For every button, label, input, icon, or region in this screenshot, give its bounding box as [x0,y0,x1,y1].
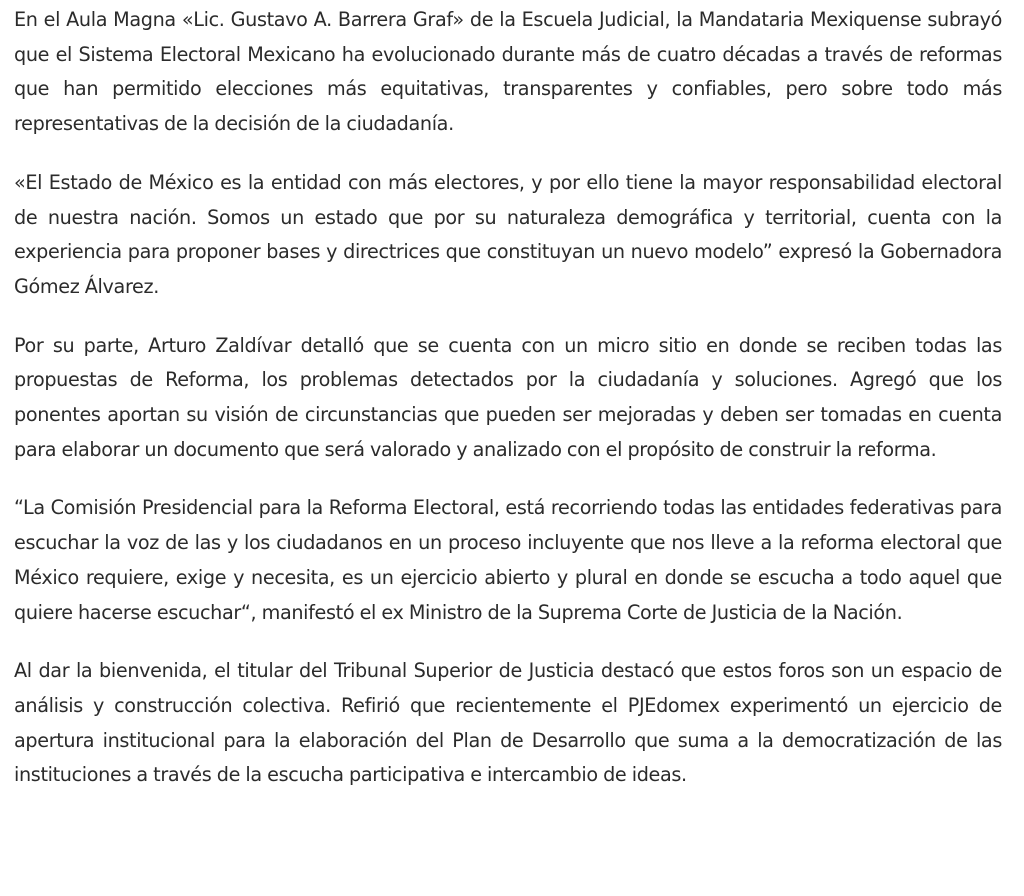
article-paragraph-3: Por su parte, Arturo Zaldívar detalló que se cuenta con un micro sitio en donde se reciben todas las propuestas de Reforma, los problemas detectados por la ciudadanía y soluciones. Agregó que los ponentes aportan su visión de circunstancias que pueden ser mejoradas y deben ser tomadas en cuenta para elaborar un documento que será valorado y analizado con el propósito de construir la reforma. [14,333,1002,461]
article-paragraph-5: Al dar la bienvenida, el titular del Tribunal Superior de Justicia destacó que estos foros son un espacio de análisis y construcción colectiva. Refirió que recientemente el PJEdomex experimentó un ejercicio de apertura institucional para la elaboración del Plan de Desarrollo que suma a la democratización de las instituciones a través de la escucha participativa e intercambio de ideas. [14,659,1002,787]
article-paragraph-1: En el Aula Magna «Lic. Gustavo A. Barrera Graf» de la Escuela Judicial, la Mandataria Mexiquense subrayó que el Sistema Electoral Mexicano ha evolucionado durante más de cuatro décadas a través de reformas que han permitido elecciones más equitativas, transparentes y confiables, pero sobre todo más representativas de la decisión de la ciudadanía. [14,8,1002,136]
article-paragraph-4: “La Comisión Presidencial para la Reforma Electoral, está recorriendo todas las entidades federativas para escuchar la voz de las y los ciudadanos en un proceso incluyente que nos lleve a la reforma electoral que México requiere, exige y necesita, es un ejercicio abierto y plural en donde se escucha a todo aquel que quiere hacerse escuchar“, manifestó el ex Ministro de la Suprema Corte de Justicia de la Nación. [14,496,1002,624]
article-paragraph-2: «El Estado de México es la entidad con más electores, y por ello tiene la mayor responsabilidad electoral de nuestra nación. Somos un estado que por su naturaleza demográfica y territorial, cuenta con la experiencia para proponer bases y directrices que constituyan un nuevo modelo” expresó la Gobernadora Gómez Álvarez. [14,170,1002,298]
